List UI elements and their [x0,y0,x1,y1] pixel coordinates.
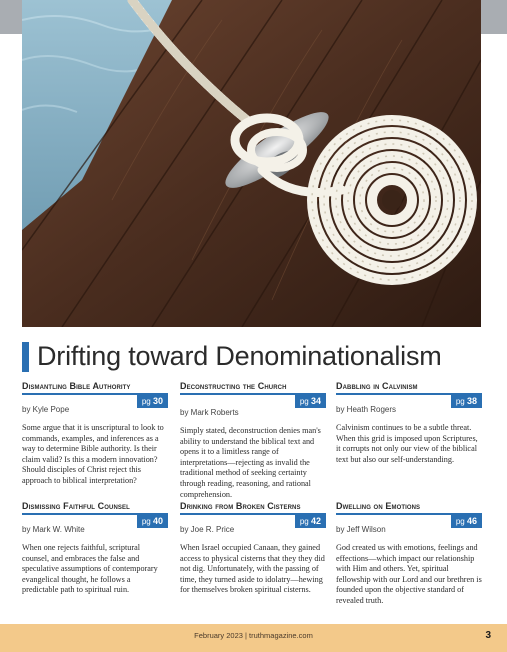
article-summary: Simply stated, deconstruction denies man's ability to understand the biblical text and opens it to a limitless range of interpretations—rejecting as invalid the traditional method of seeking certainty through reading, reasoning, and rational comprehension. [180,426,321,499]
article-author: by Joe R. Price [180,525,235,534]
article-dwelling-on-emotions[interactable] [336,500,482,607]
footer-band [0,624,507,652]
article-author: by Kyle Pope [22,405,70,414]
article-dabbling-in-calvinism[interactable] [336,380,482,465]
article-summary: Calvinism continues to be a subtle threat. When this grid is imposed upon Scriptures, it corrupts not only our view of the biblical text but also our self-understanding. [336,423,478,464]
section-title: Drifting toward Denominationalism [37,341,442,371]
article-dismantling-bible-authority[interactable] [22,380,168,487]
section-title-block [22,339,492,373]
article-title[interactable]: Dismissing Faithful Counsel [22,501,130,511]
article-title[interactable]: Drinking from Broken Cisterns [180,501,301,511]
article-summary: Some argue that it is unscriptural to look to commands, examples, and inferences as a way to determine Bible authority. Is their claim valid? Is this a modern innovation? Should disciples of Christ reject this approach to biblical interpretation? [22,423,164,485]
article-summary: God created us with emotions, feelings and effections—which impact our relationship with Him and others. Yet, spiritual fellowship with our Lord and our brethren is founded upon the objective standard of revealed truth. [336,543,482,605]
page-badge: pg 30 [137,395,168,408]
footer-date-site: February 2023 | truthmagazine.com [194,631,313,640]
article-dismissing-faithful-counsel[interactable] [22,500,168,596]
title-accent-bar [22,342,29,372]
page-badge: pg 34 [295,395,326,408]
cover-photo-dock-rope [22,0,481,327]
page-badge: pg 38 [451,395,482,408]
article-author: by Heath Rogers [336,405,397,414]
article-author: by Jeff Wilson [336,525,386,534]
article-drinking-from-broken-cisterns[interactable] [180,500,326,596]
dock-rope-illustration [22,0,481,327]
article-deconstructing-the-church[interactable] [180,380,326,500]
article-summary: When Israel occupied Canaan, they gained access to physical cisterns that they they did not dig. Unfortunately, with the passing of time, they turned aside to idolatry—hewing for themselves broken spiritual cisterns. [180,543,325,595]
page-badge: pg 42 [295,515,326,528]
article-title[interactable]: Dabbling in Calvinism [336,381,418,391]
article-author: by Mark W. White [22,525,85,534]
article-title[interactable]: Deconstructing the Church [180,381,287,391]
page-badge: pg 46 [451,515,482,528]
article-summary: When one rejects faithful, scriptural counsel, and embraces the false and speculative assumptions of contemporary evangelical thought, he follows a predictable path to spiritual ruin. [22,543,158,595]
article-title[interactable]: Dwelling on Emotions [336,501,421,511]
article-author: by Mark Roberts [180,408,239,417]
page-badge: pg 40 [137,515,168,528]
page-number: 3 [485,630,491,641]
article-title[interactable]: Dismantling Bible Authority [22,381,131,391]
